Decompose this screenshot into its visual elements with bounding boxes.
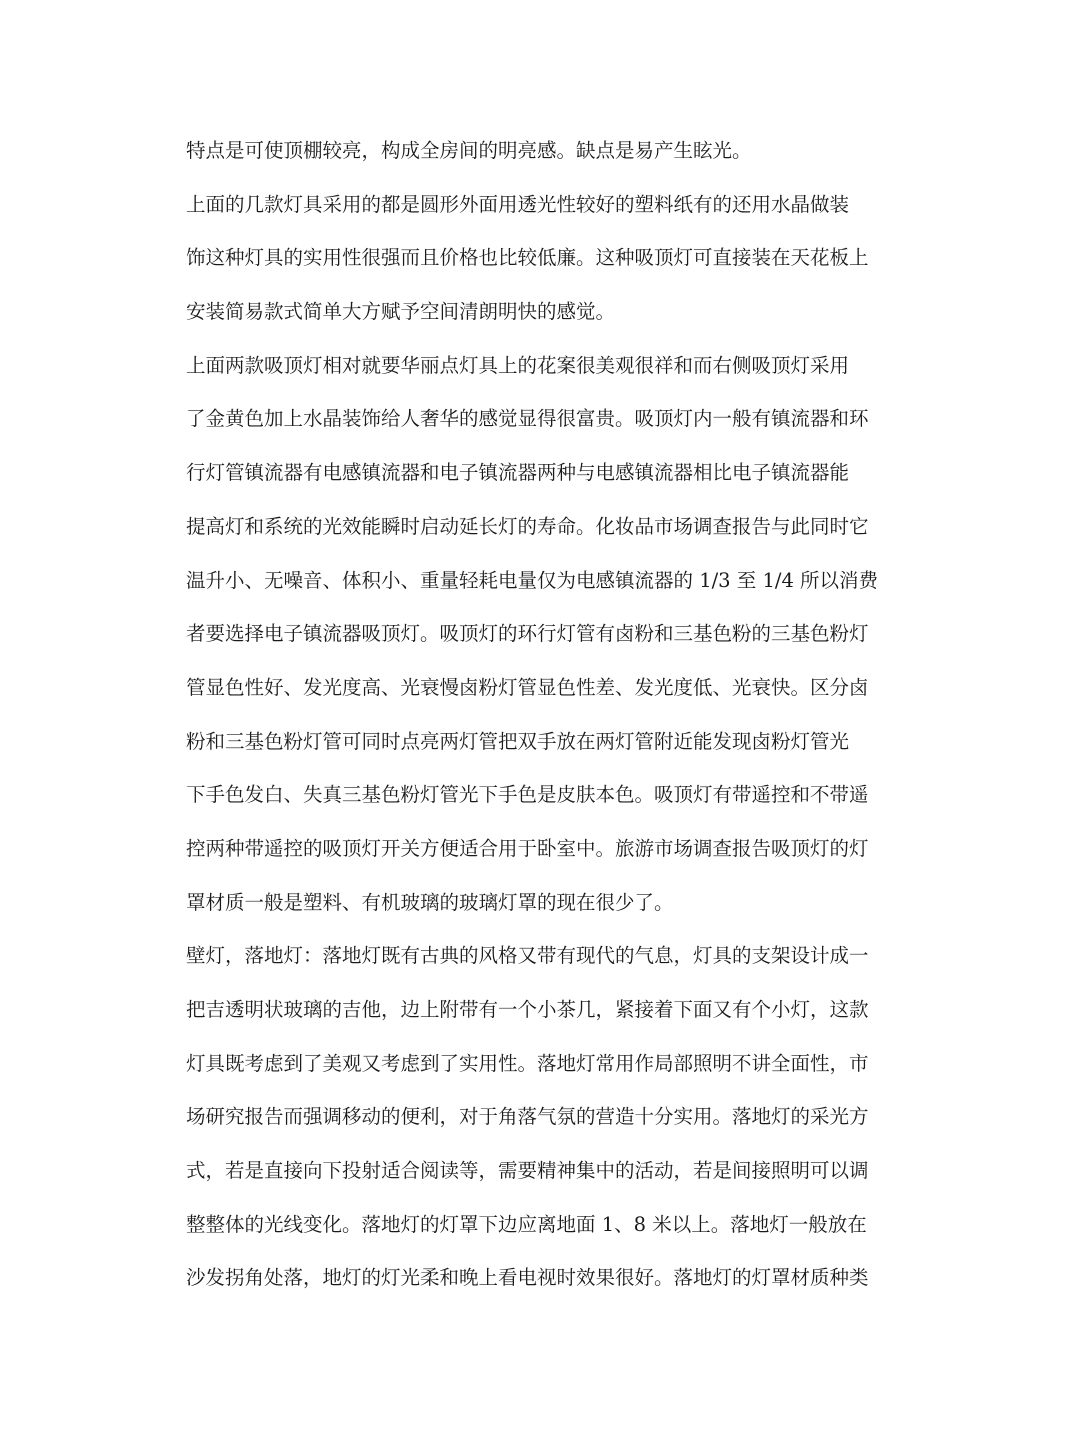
text-line: 行灯管镇流器有电感镇流器和电子镇流器两种与电感镇流器相比电子镇流器能	[186, 461, 850, 485]
text-line: 温升小、无噪音、体积小、重量轻耗电量仅为电感镇流器的 1/3 至 1/4 所以消费	[186, 568, 879, 592]
text-line: 把吉透明状玻璃的吉他，边上附带有一个小茶几，紧接着下面又有个小灯，这款	[186, 998, 869, 1021]
text-line: 饰这种灯具的实用性很强而且价格也比较低廉。这种吸顶灯可直接装在天花板上	[186, 246, 869, 270]
text-line: 整整体的光线变化。落地灯的灯罩下边应离地面 1、8 米以上。落地灯一般放在	[186, 1212, 867, 1236]
paragraph-round-fixtures	[186, 178, 898, 339]
text-line: 灯具既考虑到了美观又考虑到了实用性。落地灯常用作局部照明不讲全面性，市	[186, 1051, 869, 1075]
text-line: 者要选择电子镇流器吸顶灯。吸顶灯的环行灯管有卤粉和三基色粉的三基色粉灯	[186, 622, 869, 646]
text-line: 场研究报告而强调移动的便利，对于角落气氛的营造十分实用。落地灯的采光方	[186, 1105, 869, 1129]
text-line: 特点是可使顶棚较亮，构成全房间的明亮感。缺点是易产生眩光。	[186, 139, 752, 162]
text-line: 下手色发白、失真三基色粉灯管光下手色是皮肤本色。吸顶灯有带遥控和不带遥	[186, 783, 869, 807]
text-line: 了金黄色加上水晶装饰给人奢华的感觉显得很富贵。吸顶灯内一般有镇流器和环	[186, 407, 869, 431]
text-line: 控两种带遥控的吸顶灯开关方便适合用于卧室中。旅游市场调查报告吸顶灯的灯	[186, 836, 869, 860]
paragraph-glare-note	[186, 124, 898, 178]
text-line: 安装简易款式简单大方赋予空间清朗明快的感觉。	[186, 300, 616, 324]
paragraph-ceiling-lamps	[186, 339, 898, 930]
text-line: 提高灯和系统的光效能瞬时启动延长灯的寿命。化妆品市场调查报告与此同时它	[186, 514, 869, 538]
paragraph-floor-lamps	[186, 929, 898, 1305]
text-line: 罩材质一般是塑料、有机玻璃的玻璃灯罩的现在很少了。	[186, 890, 674, 914]
document-page	[186, 124, 898, 1305]
text-line: 上面的几款灯具采用的都是圆形外面用透光性较好的塑料纸有的还用水晶做装	[186, 192, 850, 216]
text-line: 壁灯，落地灯：落地灯既有古典的风格又带有现代的气息，灯具的支架设计成一	[186, 944, 869, 968]
text-line: 上面两款吸顶灯相对就要华丽点灯具上的花案很美观很祥和而右侧吸顶灯采用	[186, 353, 850, 377]
text-line: 管显色性好、发光度高、光衰慢卤粉灯管显色性差、发光度低、光衰快。区分卤	[186, 675, 869, 699]
text-line: 式，若是直接向下投射适合阅读等，需要精神集中的活动，若是间接照明可以调	[186, 1159, 869, 1183]
text-line: 沙发拐角处落，地灯的灯光柔和晚上看电视时效果很好。落地灯的灯罩材质种类	[186, 1266, 869, 1290]
text-line: 粉和三基色粉灯管可同时点亮两灯管把双手放在两灯管附近能发现卤粉灯管光	[186, 729, 850, 753]
